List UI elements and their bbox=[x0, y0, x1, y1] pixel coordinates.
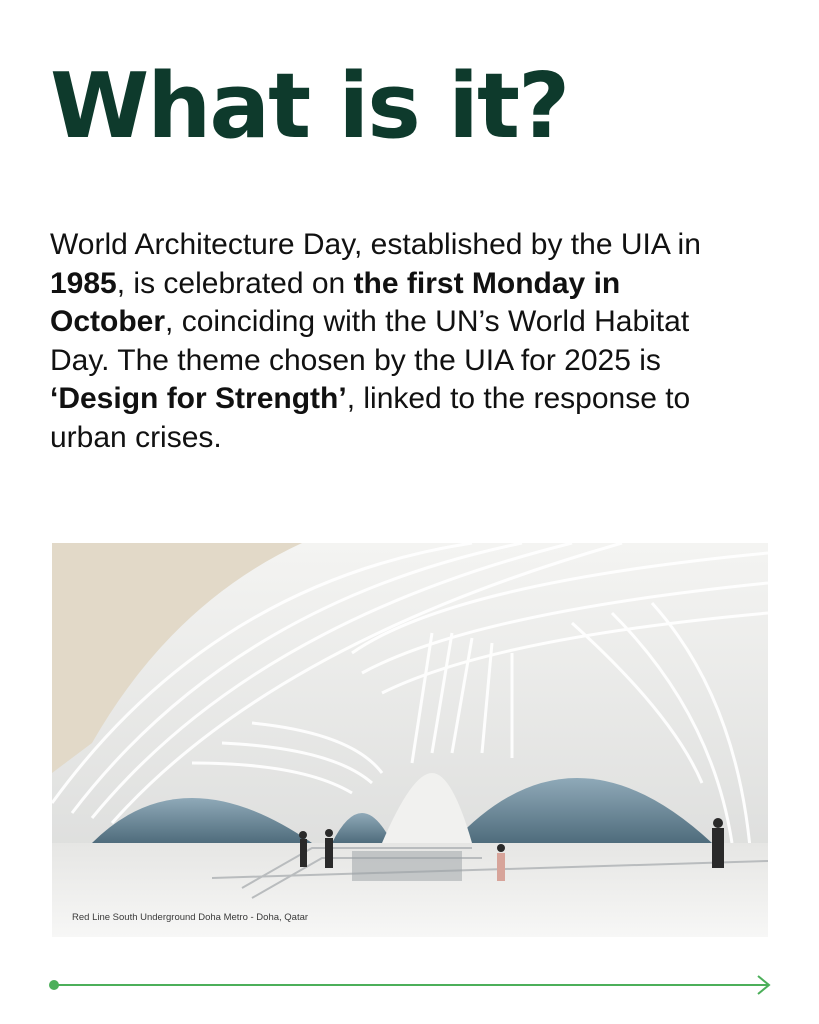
metro-station-illustration bbox=[52, 543, 768, 937]
intro-text-1: World Architecture Day, established by the UIA in bbox=[50, 228, 701, 261]
intro-theme: ‘Design for Strength’ bbox=[50, 382, 347, 415]
arrow-right-icon bbox=[46, 972, 776, 998]
intro-paragraph bbox=[50, 226, 730, 457]
intro-text-3: , coinciding with the UN’s World Habitat Day. The theme chosen by the UIA for 2025 is bbox=[50, 305, 690, 377]
intro-year: 1985 bbox=[50, 266, 117, 300]
metro-station-photo bbox=[52, 543, 768, 937]
photo-caption: Red Line South Underground Doha Metro - Doha, Qatar bbox=[72, 912, 309, 923]
page-title: What is it? bbox=[50, 54, 569, 159]
intro-text-4: , linked to the response to urban crises. bbox=[50, 382, 691, 454]
intro-text-2: , is celebrated on bbox=[116, 266, 354, 300]
intro-date-rule: the first Monday in October bbox=[50, 266, 621, 338]
